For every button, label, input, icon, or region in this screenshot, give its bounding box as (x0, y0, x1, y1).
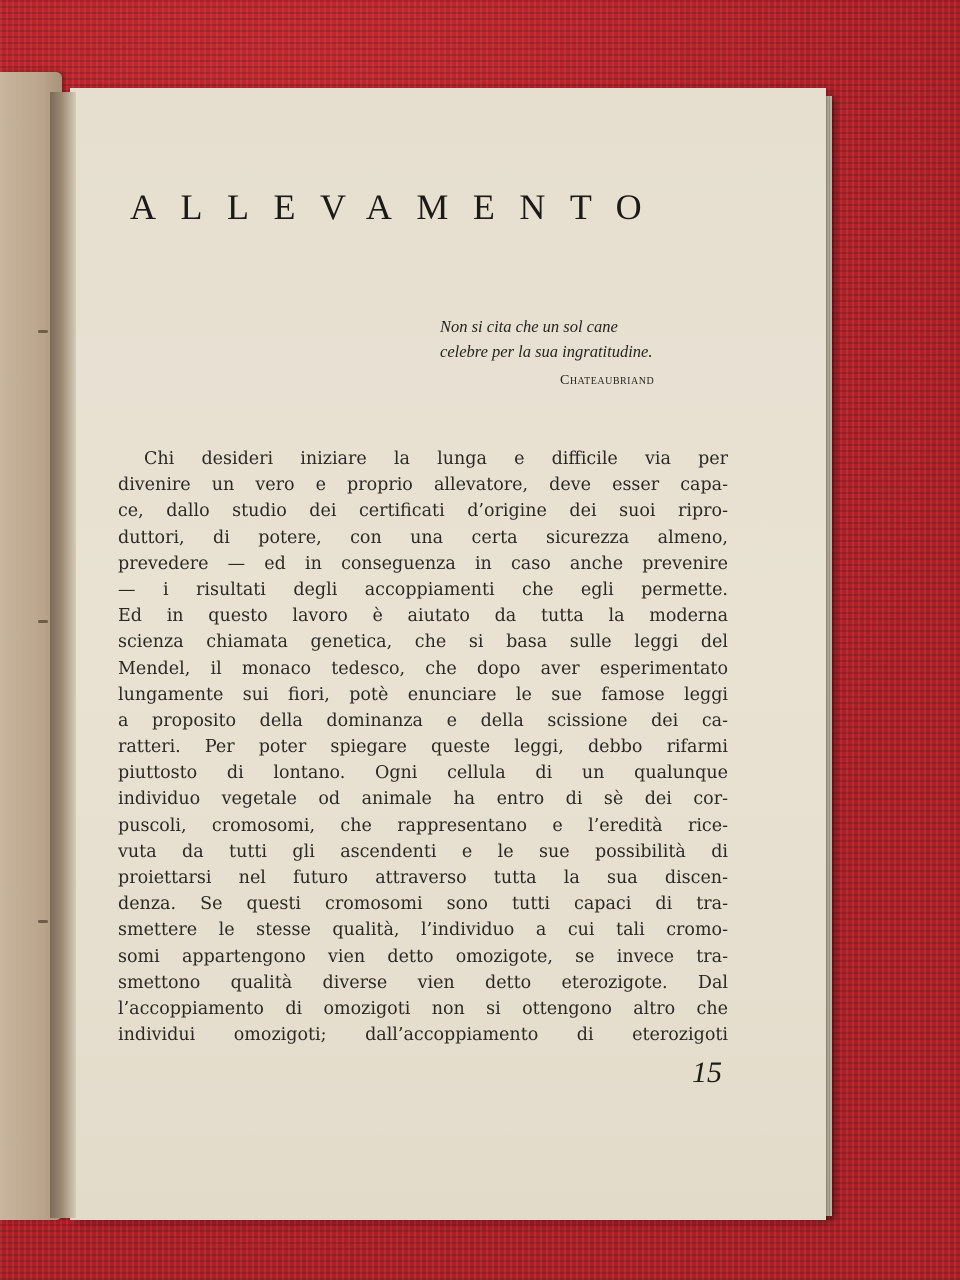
body-line: piuttosto di lontano. Ogni cellula di un qualunque (118, 763, 728, 784)
body-line: somi appartengono vien detto omozigote, se invece tra- (118, 946, 728, 967)
body-line: smettere le stesse qualità, l’individuo a cui tali cromo- (118, 920, 728, 941)
body-line: lungamente sui fiori, potè enunciare le sue famose leggi (118, 684, 728, 705)
binding-stitch (38, 920, 48, 923)
page-number: 15 (692, 1056, 722, 1089)
body-line: denza. Se questi cromosomi sono tutti capaci di tra- (118, 894, 728, 915)
body-line: — i risultati degli accoppiamenti che egli permette. (118, 579, 728, 600)
binding-stitch (38, 620, 48, 623)
body-line: Chi desideri iniziare la lunga e difficile via per (144, 449, 728, 469)
book-gutter (50, 92, 76, 1218)
body-line: individuo vegetale od animale ha entro di sè dei cor- (118, 789, 728, 810)
body-line: puscoli, cromosomi, che rappresentano e l’eredità rice- (118, 815, 728, 836)
body-line: prevedere — ed in conseguenza in caso anche prevenire (118, 553, 728, 574)
epigraph-line: celebre per la sua ingratitudine. (440, 342, 653, 361)
epigraph-line: Non si cita che un sol cane (440, 317, 618, 336)
body-text (118, 446, 728, 1048)
body-line: vuta da tutti gli ascendenti e le sue possibilità di (118, 841, 728, 862)
body-line: ce, dallo studio dei certificati d’origine dei suoi ripro- (118, 501, 728, 522)
body-line: proiettarsi nel futuro attraverso tutta la sua discen- (118, 868, 728, 888)
body-line: smettono qualità diverse vien detto eterozigote. Dal (118, 972, 728, 993)
body-line: divenire un vero e proprio allevatore, deve esser capa- (118, 475, 728, 496)
body-line: a proposito della dominanza e della scissione dei ca- (118, 710, 728, 731)
body-line: ratteri. Per poter spiegare queste leggi, debbo rifarmi (118, 737, 728, 758)
chapter-title: ALLEVAMENTO (130, 187, 667, 227)
body-line: duttori, di potere, con una certa sicurezza almeno, (118, 527, 728, 548)
epigraph-author: Chateaubriand (560, 373, 655, 388)
binding-stitch (38, 330, 48, 333)
body-line: Ed in questo lavoro è aiutato da tutta la moderna (118, 606, 728, 627)
body-line: l’accoppiamento di omozigoti non si ottengono altro che (118, 998, 728, 1019)
body-line: scienza chiamata genetica, che si basa sulle leggi del (118, 632, 728, 653)
body-line: individui omozigoti; dall’accoppiamento di eterozigoti (118, 1025, 728, 1046)
body-line: Mendel, il monaco tedesco, che dopo aver esperimentato (118, 658, 728, 679)
epigraph (440, 314, 740, 364)
